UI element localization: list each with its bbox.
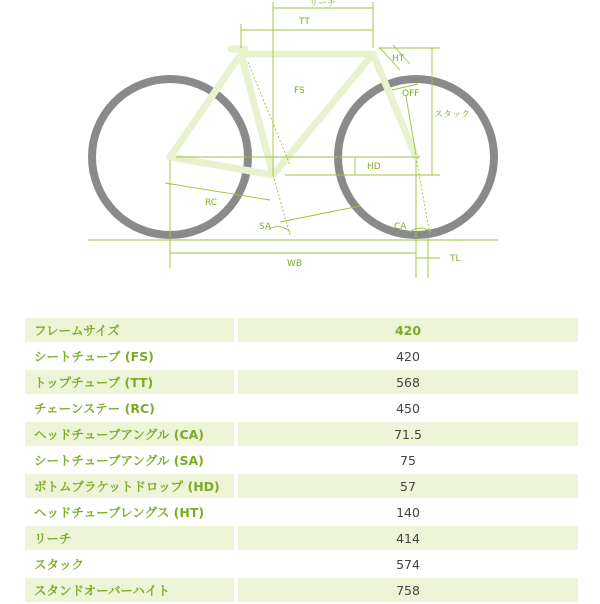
spec-row: [25, 500, 578, 524]
spec-value: 57: [238, 474, 578, 498]
spec-label: スタック: [34, 557, 85, 572]
spec-label: リーチ: [25, 526, 234, 550]
spec-row: [25, 526, 578, 550]
spec-row: [25, 396, 578, 420]
hd-label: HD: [367, 162, 381, 172]
spec-value: 75: [400, 452, 416, 468]
spec-value: 71.5: [238, 422, 578, 446]
ca-label: CA: [394, 222, 407, 232]
spec-label: シートチューブ (FS): [34, 349, 154, 364]
spec-label: トップチューブ (TT): [25, 370, 234, 394]
spec-value: 420: [238, 318, 578, 342]
bike-frame: [170, 49, 416, 175]
spec-row: [25, 344, 578, 368]
spec-label: ヘッドチューブアングル (CA): [25, 422, 234, 446]
spec-label: ボトムブラケットドロップ (HD): [25, 474, 234, 498]
geometry-spec-table: [25, 316, 578, 604]
off-label: OFF: [402, 89, 420, 99]
spec-row: [25, 474, 578, 498]
spec-value: 140: [396, 504, 420, 520]
sa-label: SA: [259, 222, 272, 232]
rc-label: RC: [205, 198, 218, 208]
spec-value: 420: [396, 348, 420, 364]
spec-row: [25, 318, 578, 342]
ht-label: HT: [392, 54, 405, 64]
spec-value: 568: [238, 370, 578, 394]
spec-label: スタンドオーバーハイト: [25, 578, 234, 602]
tl-label: TL: [450, 254, 461, 264]
wb-label: WB: [287, 259, 303, 269]
spec-label: チェーンステー (RC): [34, 401, 155, 416]
fs-label: FS: [294, 86, 305, 96]
bike-geometry-diagram: [0, 0, 600, 290]
reach-label: リーチ: [309, 0, 337, 9]
stack-label: スタック: [434, 110, 471, 120]
spec-row: [25, 422, 578, 446]
tt-label: TT: [299, 17, 310, 27]
spec-label: ヘッドチューブレングス (HT): [34, 505, 205, 520]
spec-label: シートチューブアングル (SA): [34, 453, 204, 468]
spec-row: [25, 578, 578, 602]
spec-value: 758: [238, 578, 578, 602]
spec-row: [25, 448, 578, 472]
spec-row: [25, 370, 578, 394]
spec-row: [25, 552, 578, 576]
spec-value: 414: [238, 526, 578, 550]
spec-value: 450: [396, 400, 420, 416]
spec-value: 574: [396, 556, 420, 572]
spec-label: フレームサイズ: [25, 318, 234, 342]
